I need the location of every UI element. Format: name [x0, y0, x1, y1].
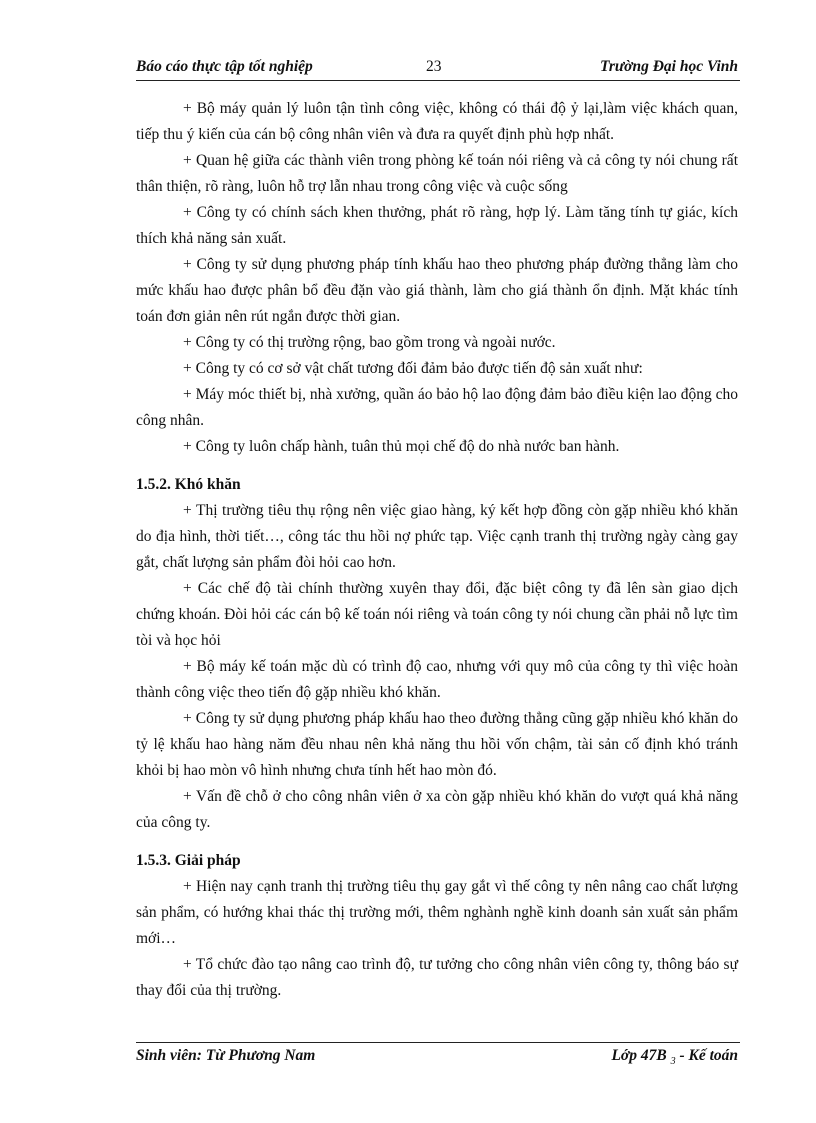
footer-class-prefix: Lớp 47B [611, 1047, 667, 1064]
section-heading-difficulties: 1.5.2. Khó khăn [136, 476, 241, 493]
footer-class-suffix: - Kế toán [675, 1047, 738, 1064]
footer-class [611, 1047, 738, 1067]
footer-student: Sinh viên: Từ Phương Nam [136, 1047, 316, 1064]
solution-item: + Hiện nay cạnh tranh thị trường tiêu thụ gay gắt vì thế công ty nên nâng cao chất lượng sản phẩm, có hướng khai thác thị trường mới, thêm nghành nghề kinh doanh sản xuất sản phẩm mới… [136, 878, 738, 947]
difficulty-item: + Công ty sử dụng phương pháp khấu hao theo đường thẳng cũng gặp nhiều khó khăn do tỷ lệ khấu hao hàng năm đều nhau nên khả năng thu hồi vốn chậm, tài sản cố định khó tránh khỏi bị hao mòn vô hình nhưng chưa tính hết hao mòn đó. [136, 710, 738, 779]
difficulty-item: + Các chế độ tài chính thường xuyên thay đổi, đặc biệt công ty đã lên sàn giao dịch chứng khoán. Đòi hỏi các cán bộ kế toán nói riêng và toán công ty nói chung cần phải nỗ lực tìm tòi và học hỏi [136, 580, 738, 649]
difficulty-item: + Thị trường tiêu thụ rộng nên việc giao hàng, ký kết hợp đồng còn gặp nhiều khó khăn do địa hình, thời tiết…, công tác thu hồi nợ phức tạp. Việc cạnh tranh thị trường ngày càng gay gắt, chất lượng sản phẩm đòi hỏi cao hơn. [136, 502, 738, 571]
header-report-title: Báo cáo thực tập tốt nghiệp [136, 58, 313, 75]
advantage-item: + Quan hệ giữa các thành viên trong phòng kế toán nói riêng và cả công ty nói chung rất thân thiện, rõ ràng, luôn hỗ trợ lẫn nhau trong công việc và cuộc sống [136, 152, 738, 195]
advantage-item: + Công ty luôn chấp hành, tuân thủ mọi chế độ do nhà nước ban hành. [183, 438, 620, 455]
difficulty-item: + Vấn đề chỗ ở cho công nhân viên ở xa còn gặp nhiều khó khăn do vượt quá khả năng của công ty. [136, 788, 738, 831]
section-heading-solutions: 1.5.3. Giải pháp [136, 852, 241, 869]
page-footer [136, 1042, 740, 1068]
page-header [136, 56, 740, 81]
header-university: Trường Đại học Vinh [599, 58, 738, 75]
advantage-item: + Công ty sử dụng phương pháp tính khấu hao theo phương pháp đường thẳng làm cho mức khấu hao được phân bổ đều đặn vào giá thành, làm cho giá thành ổn định. Mặt khác tính toán đơn giản nên rút ngắn được thời gian. [136, 256, 738, 325]
solution-item: + Tổ chức đào tạo nâng cao trình độ, tư tưởng cho công nhân viên công ty, thông báo sự thay đổi của thị trường. [136, 956, 738, 999]
footer-class-sub: 3 [670, 1056, 676, 1068]
advantage-item: + Máy móc thiết bị, nhà xưởng, quần áo bảo hộ lao động đảm bảo điều kiện lao động cho công nhân. [136, 386, 738, 429]
advantage-item: + Công ty có cơ sở vật chất tương đối đảm bảo được tiến độ sản xuất như: [183, 360, 643, 377]
document-body [136, 96, 738, 1004]
advantage-item: + Công ty có thị trường rộng, bao gồm trong và ngoài nước. [183, 334, 556, 351]
difficulty-item: + Bộ máy kế toán mặc dù có trình độ cao, nhưng với quy mô của công ty thì việc hoàn thành công việc theo tiến độ gặp nhiều khó khăn. [136, 658, 738, 701]
advantage-item: + Công ty có chính sách khen thưởng, phát rõ ràng, hợp lý. Làm tăng tính tự giác, kích thích khả năng sản xuất. [136, 204, 738, 247]
page-number: 23 [426, 58, 442, 75]
advantage-item: + Bộ máy quản lý luôn tận tình công việc, không có thái độ ỷ lại,làm việc khách quan, tiếp thu ý kiến của cán bộ công nhân viên và đưa ra quyết định phù hợp nhất. [136, 100, 738, 143]
